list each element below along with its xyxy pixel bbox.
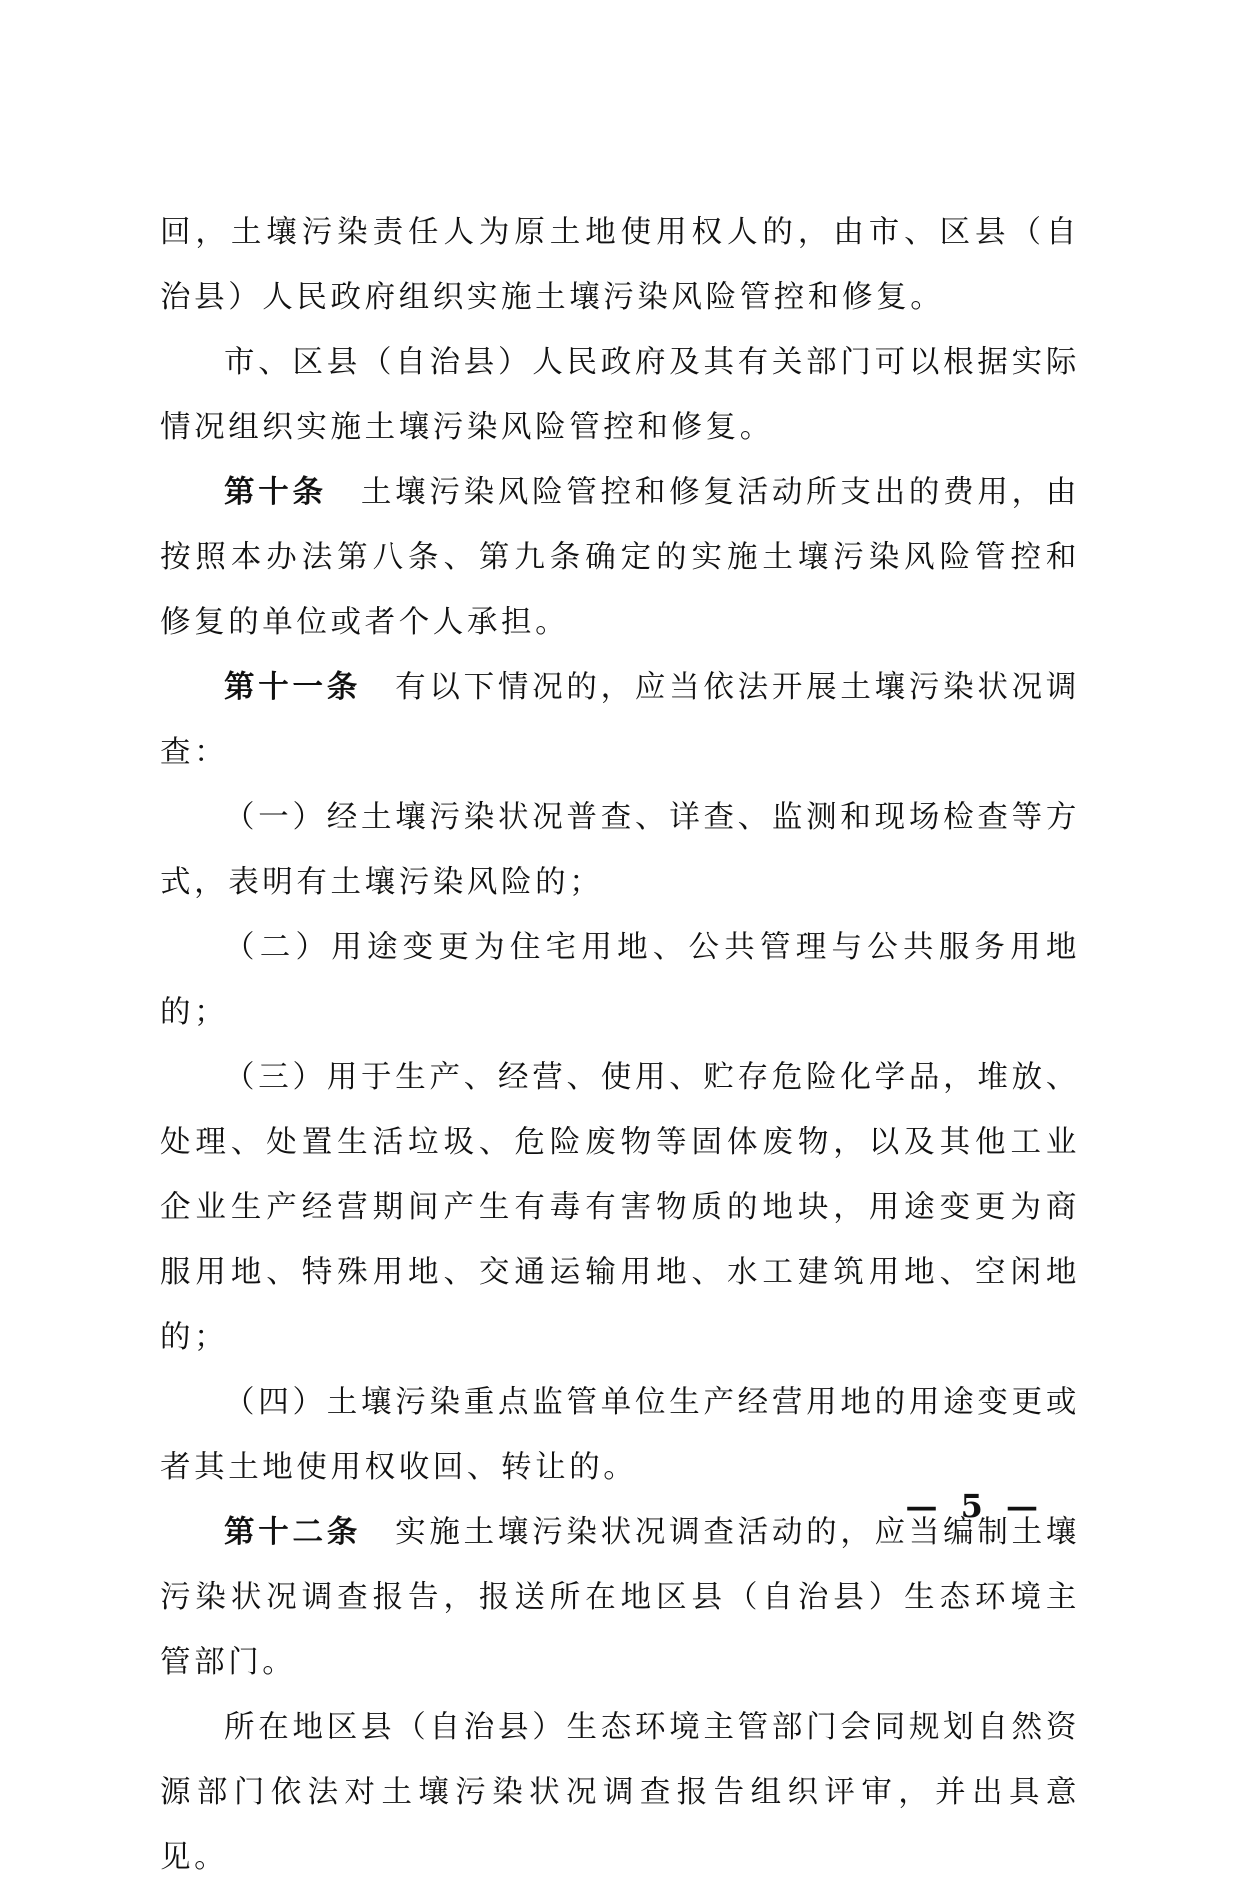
list-item-3 <box>160 1045 1080 1370</box>
article-label: 第十二条 <box>224 1514 361 1550</box>
article-label: 第十一条 <box>224 669 361 705</box>
paragraph-text: （二）用途变更为住宅用地、公共管理与公共服务用地的； <box>160 930 1080 1030</box>
article-label: 第十条 <box>224 474 327 510</box>
paragraph-text: （三）用于生产、经营、使用、贮存危险化学品，堆放、处理、处置生活垃圾、危险废物等固体废物，以及其他工业企业生产经营期间产生有毒有害物质的地块，用途变更为商服用地、特殊用地、交通运输用地、水工建筑用地、空闲地的； <box>160 1060 1080 1355</box>
article-11 <box>160 655 1080 785</box>
article-text: 有以下情况的，应当依法开展土壤污染状况调查： <box>160 670 1080 770</box>
article-text: 土壤污染风险管控和修复活动所支出的费用，由按照本办法第八条、第九条确定的实施土壤污染风险管控和修复的单位或者个人承担。 <box>160 475 1080 640</box>
paragraph-text: 市、区县（自治县）人民政府及其有关部门可以根据实际情况组织实施土壤污染风险管控和修复。 <box>160 345 1080 445</box>
document-body <box>160 200 1080 1890</box>
paragraph-text: 回，土壤污染责任人为原土地使用权人的，由市、区县（自治县）人民政府组织实施土壤污染风险管控和修复。 <box>160 215 1080 315</box>
paragraph-text: 所在地区县（自治县）生态环境主管部门会同规划自然资源部门依法对土壤污染状况调查报告组织评审，并出具意见。 <box>160 1710 1080 1875</box>
paragraph <box>160 1695 1080 1890</box>
paragraph-continuation <box>160 200 1080 330</box>
paragraph <box>160 330 1080 460</box>
paragraph-text: （四）土壤污染重点监管单位生产经营用地的用途变更或者其土地使用权收回、转让的。 <box>160 1385 1080 1485</box>
list-item-1 <box>160 785 1080 915</box>
paragraph-text: （一）经土壤污染状况普查、详查、监测和现场检查等方式，表明有土壤污染风险的； <box>160 800 1080 900</box>
page-number: — 5 — <box>905 1487 1044 1525</box>
list-item-2 <box>160 915 1080 1045</box>
article-10 <box>160 460 1080 655</box>
article-text: 实施土壤污染状况调查活动的，应当编制土壤污染状况调查报告，报送所在地区县（自治县）生态环境主管部门。 <box>160 1515 1080 1680</box>
